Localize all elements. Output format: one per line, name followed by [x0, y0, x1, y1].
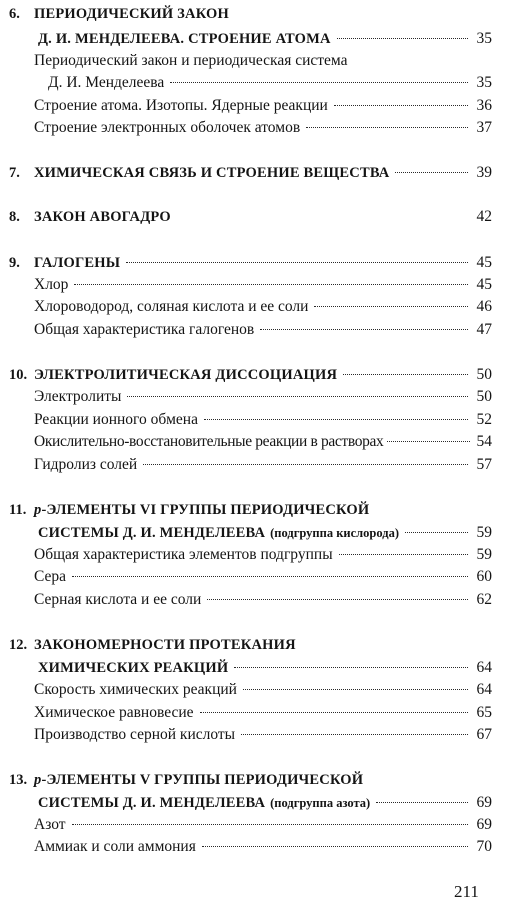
page-ref: 50: [476, 366, 492, 383]
dot-leader: [202, 846, 468, 847]
toc-entry: [0, 836, 508, 858]
dot-leader: [126, 262, 468, 263]
dot-leader: [260, 329, 468, 330]
chapter-8-heading: [0, 206, 508, 228]
chapter-title: ХИМИЧЕСКИХ РЕАКЦИЙ: [38, 660, 229, 676]
page-ref: 59: [476, 546, 492, 563]
dot-leader: [339, 554, 468, 555]
chapter-title: ХИМИЧЕСКАЯ СВЯЗЬ И СТРОЕНИЕ ВЕЩЕСТВА: [34, 165, 390, 181]
entry-title: Хлор: [34, 276, 69, 293]
page-ref: 54: [476, 433, 492, 450]
chapter-title: -ЭЛЕМЕНТЫ VI ГРУППЫ ПЕРИОДИЧЕСКОЙ: [41, 502, 370, 518]
chapter-10-heading: [0, 364, 508, 386]
dot-leader: [204, 419, 468, 420]
dot-leader: [234, 667, 468, 668]
chapter-6-heading: [0, 3, 508, 25]
chapter-title: ГАЛОГЕНЫ: [34, 255, 121, 271]
entry-title: Д. И. Менделеева: [48, 74, 165, 91]
dot-leader: [143, 464, 468, 465]
chapter-number: 7.: [9, 165, 20, 181]
entry-title: Общая характеристика элементов подгруппы: [34, 546, 333, 563]
entry-title: Скорость химических реакций: [34, 681, 237, 698]
toc-entry: [0, 814, 508, 836]
page-ref: 39: [476, 164, 492, 181]
toc-entry: [0, 117, 508, 139]
toc-entry-cont: [0, 72, 508, 94]
entry-title: Аммиак и соли аммония: [34, 838, 196, 855]
toc-entry: [0, 95, 508, 117]
toc-entry: [0, 702, 508, 724]
dot-leader: [314, 306, 468, 307]
chapter-title: ЭЛЕКТРОЛИТИЧЕСКАЯ ДИССОЦИАЦИЯ: [34, 367, 338, 383]
entry-title: Электролиты: [34, 388, 122, 405]
chapter-number: 8.: [9, 209, 20, 225]
dot-leader: [127, 396, 468, 397]
dot-leader: [72, 824, 468, 825]
chapter-7-heading: [0, 162, 508, 184]
page-ref: 65: [476, 704, 492, 721]
chapter-number: 6.: [9, 6, 20, 22]
entry-title: Окислительно-восстановительные реакции в растворах: [34, 433, 384, 450]
toc-entry: [0, 431, 508, 453]
page-ref: 35: [476, 30, 492, 47]
dot-leader: [243, 689, 468, 690]
chapter-number: 9.: [9, 255, 20, 271]
dot-leader: [334, 105, 468, 106]
toc-entry: [0, 296, 508, 318]
page-ref: 57: [476, 456, 492, 473]
chapter-number: 11.: [9, 502, 27, 518]
chapter-13-heading-cont: [0, 792, 508, 814]
toc-entry: [0, 409, 508, 431]
toc-entry: [0, 319, 508, 341]
page-ref: 67: [476, 726, 492, 743]
dot-leader: [241, 734, 468, 735]
p-prefix: p: [34, 502, 42, 518]
page-ref: 47: [476, 321, 492, 338]
chapter-title: СИСТЕМЫ Д. И. МЕНДЕЛЕЕВА: [38, 525, 266, 541]
dot-leader: [405, 532, 468, 533]
dot-leader: [306, 127, 468, 128]
page-number: 211: [454, 882, 479, 901]
dot-leader: [387, 441, 470, 442]
dot-leader: [395, 172, 468, 173]
entry-title: Сера: [34, 568, 67, 585]
page-ref: 64: [476, 659, 492, 676]
toc-entry: [0, 386, 508, 408]
toc-entry: [0, 589, 508, 611]
dot-leader: [170, 82, 468, 83]
chapter-title: ПЕРИОДИЧЕСКИЙ ЗАКОН: [34, 6, 230, 22]
chapter-12-heading: [0, 634, 508, 656]
chapter-12-heading-cont: [0, 657, 508, 679]
chapter-11-heading: [0, 499, 508, 521]
entry-title: Производство серной кислоты: [34, 726, 236, 743]
page-ref: 37: [476, 119, 492, 136]
chapter-title: СИСТЕМЫ Д. И. МЕНДЕЛЕЕВА: [38, 795, 266, 811]
entry-title: Хлороводород, соляная кислота и ее соли: [34, 298, 309, 315]
page-ref: 36: [476, 97, 492, 114]
p-prefix: p: [34, 772, 42, 788]
dot-leader: [207, 599, 468, 600]
chapter-number: 13.: [9, 772, 28, 788]
chapter-title: ЗАКОНОМЕРНОСТИ ПРОТЕКАНИЯ: [34, 637, 296, 653]
page-ref: 69: [476, 794, 492, 811]
chapter-9-heading: [0, 252, 508, 274]
entry-title: Периодический закон и периодическая система: [34, 52, 348, 69]
page-ref: 50: [476, 388, 492, 405]
dot-leader: [200, 712, 468, 713]
page-ref: 70: [476, 838, 492, 855]
page-ref: 64: [476, 681, 492, 698]
entry-title: Гидролиз солей: [34, 456, 138, 473]
dot-leader: [343, 374, 468, 375]
page-ref: 62: [476, 591, 492, 608]
chapter-title: Д. И. МЕНДЕЛЕЕВА. СТРОЕНИЕ АТОМА: [38, 31, 331, 47]
toc-entry: [0, 544, 508, 566]
toc-entry: [0, 566, 508, 588]
entry-title: Строение атома. Изотопы. Ядерные реакции: [34, 97, 328, 114]
toc-entry: [0, 454, 508, 476]
chapter-number: 10.: [9, 367, 28, 383]
chapter-number: 12.: [9, 637, 28, 653]
chapter-note: (подгруппа кислорода): [270, 526, 400, 540]
page-ref: 46: [476, 298, 492, 315]
chapter-6-heading-cont: [0, 28, 508, 50]
chapter-11-heading-cont: [0, 522, 508, 544]
page-ref: 42: [476, 208, 492, 225]
page-ref: 59: [476, 524, 492, 541]
chapter-13-heading: [0, 769, 508, 791]
entry-title: Строение электронных оболочек атомов: [34, 119, 301, 136]
toc-entry: [0, 274, 508, 296]
page-ref: 52: [476, 411, 492, 428]
entry-title: Химическое равновесие: [34, 704, 194, 721]
dot-leader: [72, 576, 468, 577]
page-ref: 60: [476, 568, 492, 585]
page-ref: 45: [476, 276, 492, 293]
page-ref: 45: [476, 254, 492, 271]
dot-leader: [337, 38, 468, 39]
chapter-title: -ЭЛЕМЕНТЫ V ГРУППЫ ПЕРИОДИЧЕСКОЙ: [41, 772, 364, 788]
dot-leader: [376, 802, 468, 803]
entry-title: Серная кислота и ее соли: [34, 591, 202, 608]
entry-title: Азот: [34, 816, 66, 833]
page-ref: 69: [476, 816, 492, 833]
entry-title: Общая характеристика галогенов: [34, 321, 255, 338]
toc-entry: [0, 50, 508, 72]
dot-leader: [74, 284, 468, 285]
chapter-title: ЗАКОН АВОГАДРО: [34, 209, 171, 225]
toc-entry: [0, 679, 508, 701]
toc-entry: [0, 724, 508, 746]
page-ref: 35: [476, 74, 492, 91]
entry-title: Реакции ионного обмена: [34, 411, 198, 428]
chapter-note: (подгруппа азота): [270, 796, 371, 810]
